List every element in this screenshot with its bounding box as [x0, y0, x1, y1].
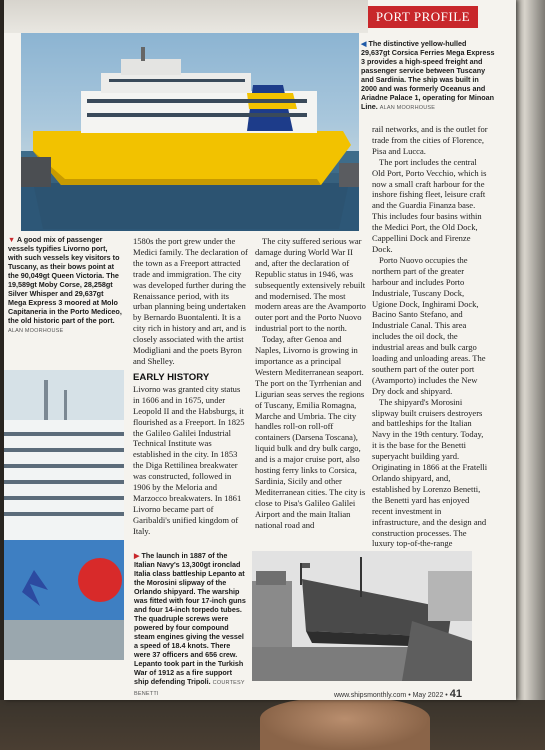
- page-number: 41: [449, 688, 462, 700]
- cruise-caption-text: A good mix of passenger vessels typifies Livorno port, with such vessels key visitors to Tuscany, as their bows point at the 90,049gt Queen Victoria. The 19,589gt Moby Corse, 28,258gt Silver Whisper and 29,637gt Mega Express 3 moored at Molo Capitaneria in the Porto Mediceo, the old historic part of the port.: [8, 235, 122, 325]
- article-column-1: [133, 236, 248, 537]
- col2-paragraph: The city suffered serious war damage during World War II and, after the declaration of Republic status in 1946, was subsequently extensively rebuilt and modernised. The most modern areas are the Avamporto outer port and the Porto Nuovo industrial port to the north.: [255, 236, 366, 334]
- battleship-launch-illustration: [252, 551, 472, 681]
- ferry-caption: [361, 39, 496, 113]
- footer-site: www.shipsmonthly.com: [334, 692, 407, 699]
- page-edge: [516, 0, 545, 700]
- footer-separator: •: [408, 692, 413, 699]
- ferry-caption-credit: ALAN MOORHOUSE: [379, 105, 436, 111]
- col1-paragraph: 1580s the port grew under the Medici family. The declaration of the town as a Freeport attracted trade and immigration. The city was developed further during the Renaissance period, with its urban planning being undertaken by Bernardo Buontalenti. It is a city rich in history and art, and is closely associated with the artist Modigliani and the poets Byron and Shelley.: [133, 236, 248, 366]
- col3-paragraph: Porto Nuovo occupies the northern part of the greater harbour and includes Porto Industriale, Tuscany Dock, Ugione Dock, Inghirami Dock, Bacino Santo Stefano, and Industriale Canal. This area includes the oil dock, the industrial areas and bulk cargo loading and unloading areas. The southern part of the outer port (Avamporto) includes the New Dry dock and shipyard.: [372, 254, 486, 396]
- footer-separator: •: [445, 692, 450, 699]
- caption-marker-icon: ▼: [8, 235, 17, 244]
- launch-caption-credit: COURTESY BENETTI: [134, 680, 245, 697]
- cruise-ships-illustration: [4, 370, 124, 660]
- hand: [260, 698, 430, 750]
- cruise-caption: [8, 235, 122, 336]
- caption-marker-icon: ▶: [134, 551, 142, 560]
- battleship-launch-photo: [252, 551, 472, 681]
- cruise-caption-credit: ALAN MOORHOUSE: [8, 328, 64, 334]
- ferry-illustration: [21, 33, 359, 231]
- col3-paragraph: The port includes the central Old Port, Porto Vecchio, which is now a small craft harbour for the inshore fishing fleet, leisure craft and the Guardia Finanza base. This includes four basins within the Medici Port, the Old Dock, Cappellini Dock and Firenze Dock.: [372, 156, 487, 254]
- col1-paragraph: Livorno was granted city status in 1606 and in 1675, under Leopold II and the Habsburgs, it flourished as a Freeport. In 1825 the Galileo Galilei Industrial Technical Institute was established in the city. In 1853 the Diga Rettilinea breakwater was constructed, followed in 1906 by the Meloria and Marzocco breakwaters. In 1861 Livorno became part of Garibaldi's unified kingdom of Italy.: [133, 383, 245, 536]
- magazine-page: [4, 0, 516, 700]
- section-heading: EARLY HISTORY: [133, 371, 210, 383]
- launch-caption-text: The launch in 1887 of the Italian Navy's 13,300gt ironclad Italia class battleship Lepanto at the Morosini slipway of the Orlando shipyard. The warship was fitted with four 17-inch guns and four 14-inch torpedo tubes. The quadruple screws were powered by four compound steam engines giving the vessel a speed of 18.4 knots. There were 37 officers and 656 crew. Lepanto took part in the Turkish War of 1912 as a fire support ship defending Tripoli.: [134, 551, 246, 686]
- col2-paragraph: Today, after Genoa and Naples, Livorno is growing in importance as a principal Western Mediterranean seaport. The port on the Tyrrhenian and Ligurian seas serves the regions of Tuscany, Emilia Romagna, Marche and Umbria. The city handles roll-on roll-off containers (Darsena Toscana), liquid bulk and dry bulk cargo, and is a major cruise port, also hosting ferry links to Corsica, Sardinia, Sicily and other Mediterranean cities. The city is close to Pisa's Galileo Galilei Airport and the main Italian national road and: [255, 334, 366, 530]
- article-column-3: [372, 124, 490, 549]
- article-column-2: [255, 236, 368, 530]
- section-tag: PORT PROFILE: [368, 6, 478, 28]
- header-bar: [4, 0, 368, 33]
- col3-paragraph: The shipyard's Morosini slipway built cruisers destroyers and battleships for the Italian Navy in the 19th century. Today, it is the base for the Benetti superyacht building yard. Originating in 1866 at the Fratelli Orlando shipyard, and, established by Lorenzo Benetti, the Benetti yard has enjoyed recent investment in infrastructure, and the design and construction processes. The luxury top-of-the-range: [372, 396, 488, 549]
- col3-paragraph: rail networks, and is the outlet for trade from the cities of Florence, Pisa and Lucca.: [372, 124, 488, 156]
- ferry-caption-text: The distinctive yellow-hulled 29,637gt Corsica Ferries Mega Express 3 provides a high-speed freight and passenger service between Tuscany and Sardinia. The ship was built in 2000 and was formerly Oceanus and Ariadne Palace 1, operating for Minoan Line.: [361, 39, 495, 111]
- cruise-ships-photo: [4, 370, 124, 660]
- launch-caption: [134, 551, 246, 699]
- footer-date: May 2022: [412, 692, 444, 699]
- ferry-photo: [21, 33, 359, 231]
- page-footer: [334, 688, 462, 700]
- caption-marker-icon: ◀: [361, 39, 369, 48]
